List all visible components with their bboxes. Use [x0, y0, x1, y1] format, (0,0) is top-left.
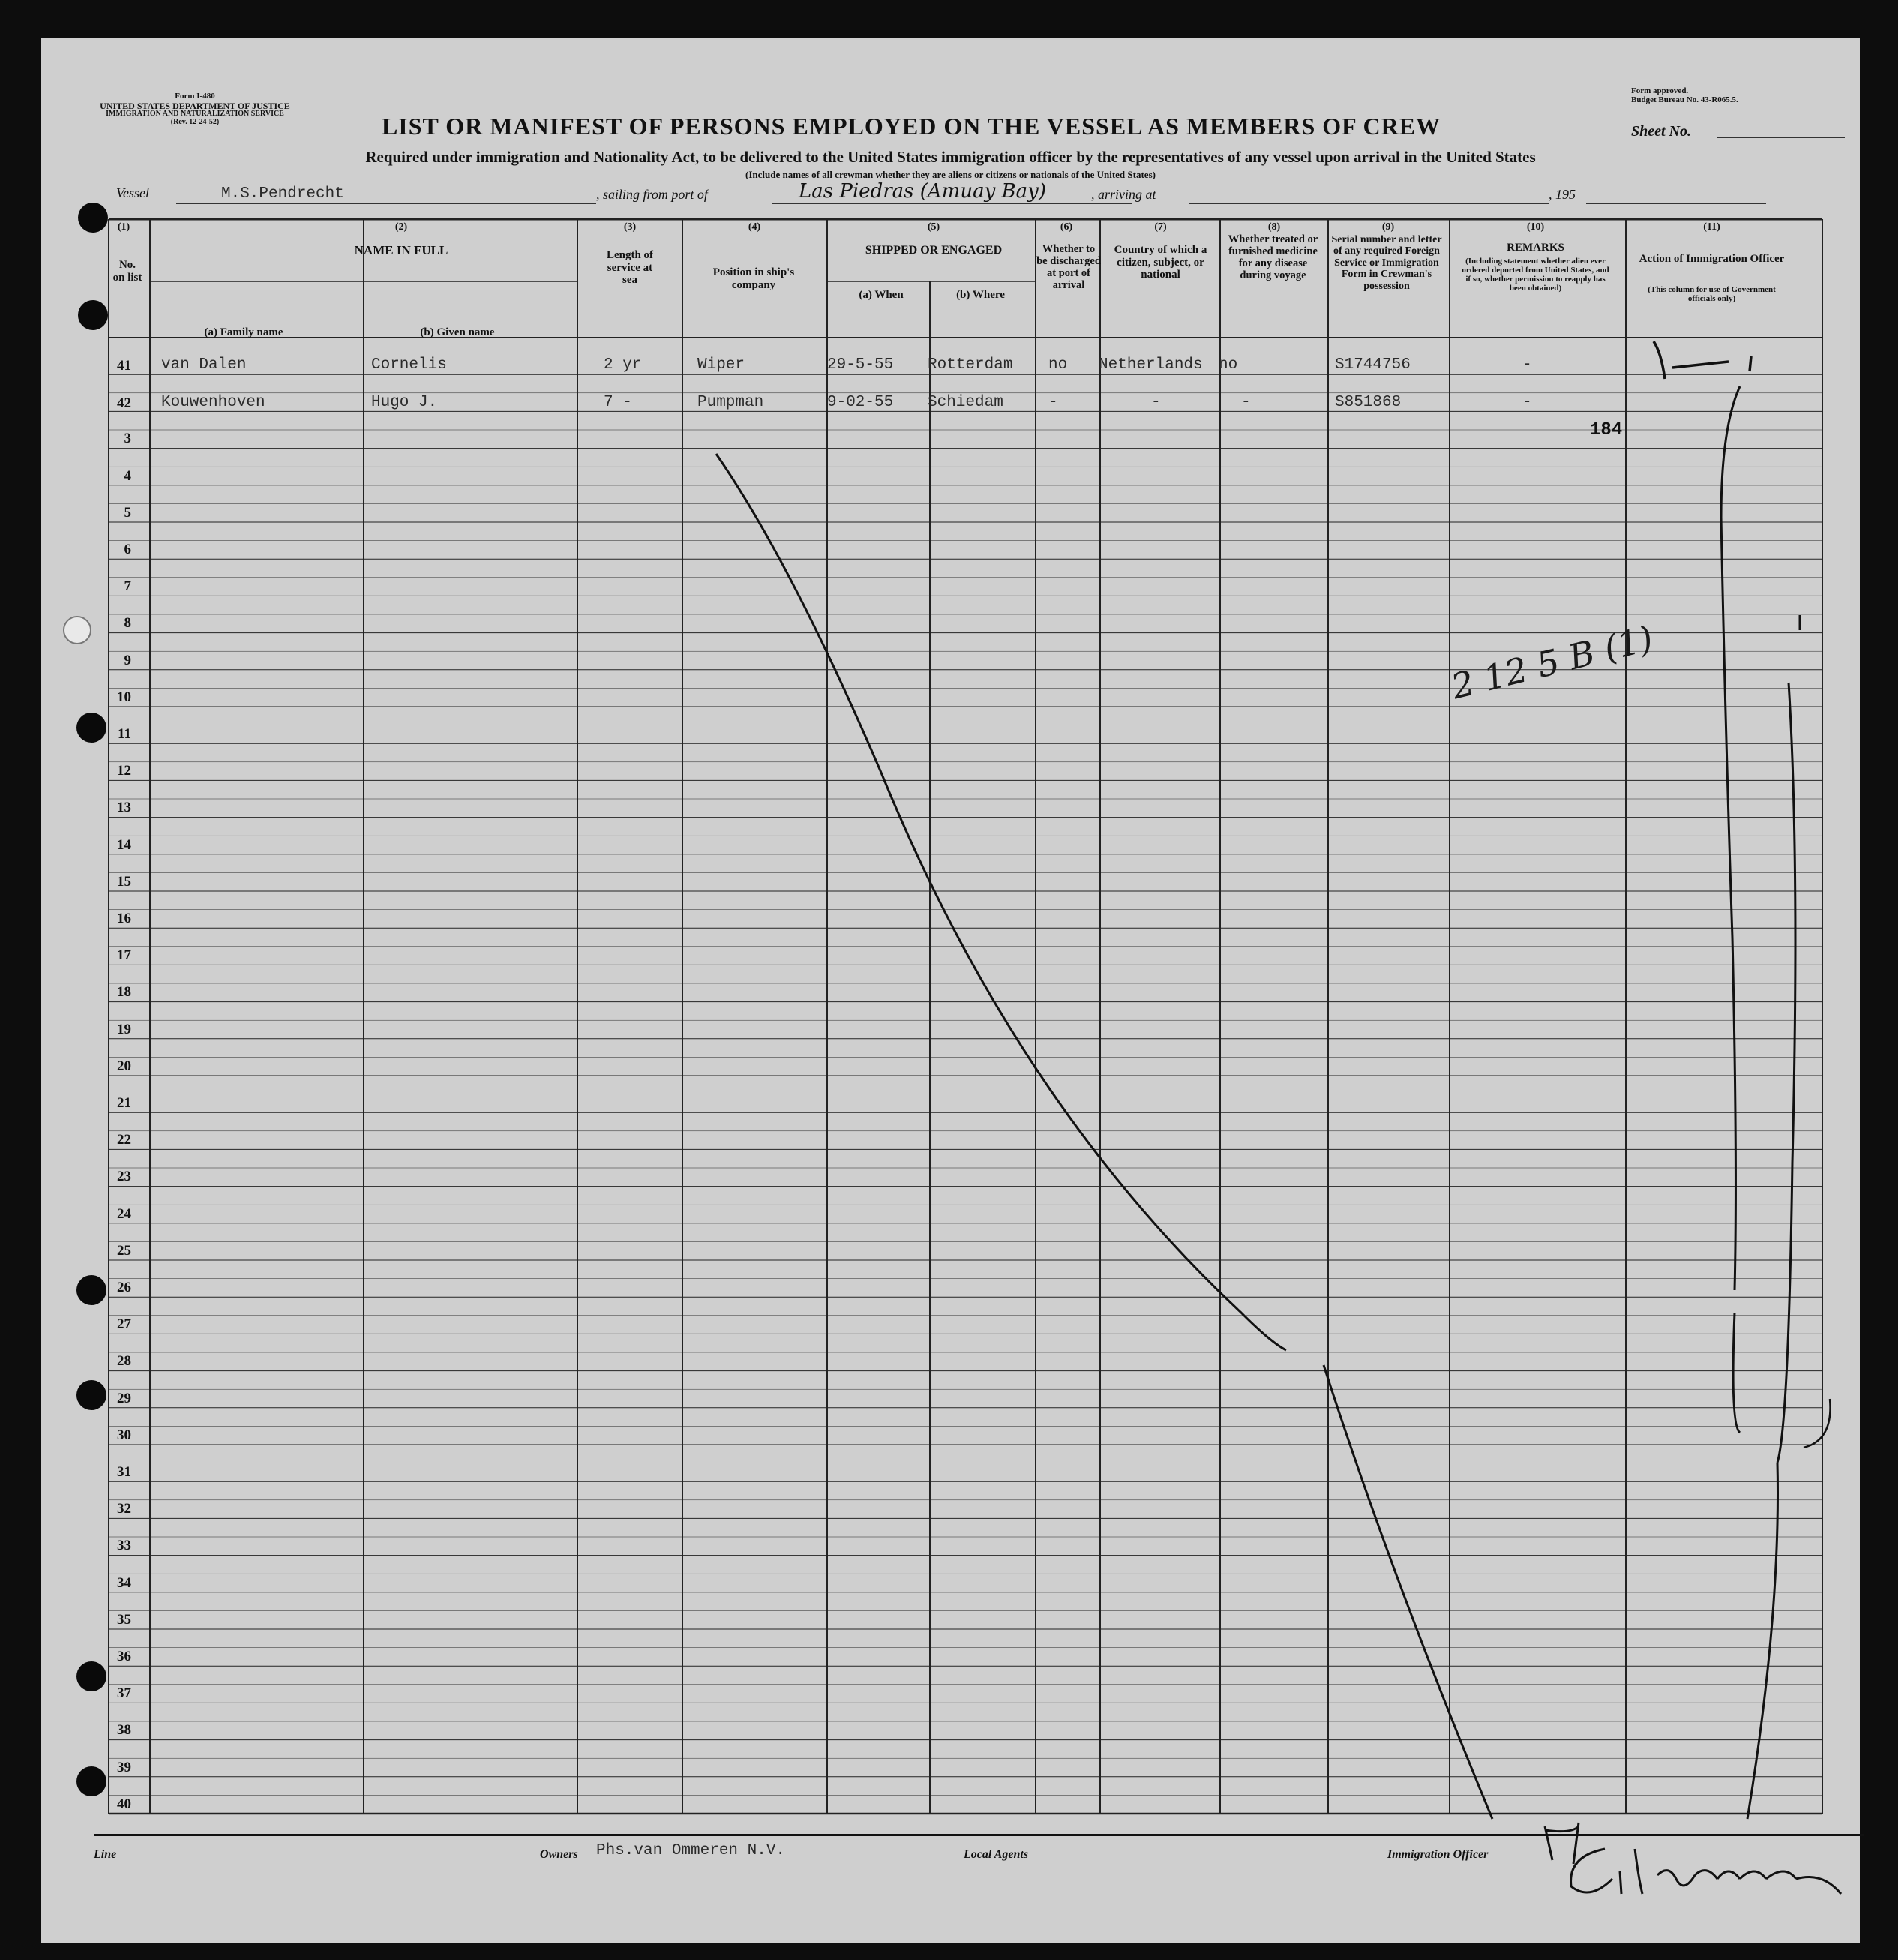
medicine-cell[interactable]: -: [1241, 394, 1251, 411]
row-number: 37: [117, 1685, 131, 1702]
row-number: 4: [124, 467, 131, 484]
year-label: , 195: [1549, 187, 1576, 202]
punch-hole: [76, 1380, 106, 1410]
row-number: 3: [124, 431, 131, 447]
row-number: 26: [117, 1280, 131, 1295]
form-title: LIST OR MANIFEST OF PERSONS EMPLOYED ON THE VESSEL AS MEMBERS OF CREW: [381, 113, 1441, 140]
row-number: 30: [117, 1427, 131, 1443]
shipped-when-cell[interactable]: 9-02-55: [827, 394, 894, 411]
row-number: 23: [117, 1169, 131, 1185]
punch-hole: [78, 300, 108, 330]
shipped-where-cell[interactable]: Schiedam: [928, 394, 1003, 411]
department-name: UNITED STATES DEPARTMENT OF JUSTICE: [100, 100, 290, 111]
service-cell[interactable]: 2 yr: [604, 356, 642, 374]
row-number: 22: [117, 1132, 131, 1148]
col9-number: (9): [1381, 221, 1395, 233]
form-number: Form I-480: [175, 92, 215, 101]
family-name-cell[interactable]: van Dalen: [161, 356, 247, 374]
col3-number: (3): [623, 221, 637, 233]
col-list-number-header: No. on list: [112, 259, 142, 284]
row-number: 39: [117, 1759, 131, 1775]
col10-number: (10): [1526, 221, 1545, 233]
country-cell[interactable]: -: [1151, 394, 1161, 411]
row-number: 16: [117, 911, 131, 926]
row-number: 7: [124, 578, 131, 595]
row-number: 35: [117, 1611, 131, 1628]
row-number: 24: [117, 1205, 131, 1222]
officer-signature: [1537, 1804, 1852, 1909]
row-number: 25: [117, 1242, 131, 1259]
row-number: 19: [117, 1021, 131, 1037]
punch-hole: [78, 203, 108, 233]
vessel-name-field[interactable]: M.S.Pendrecht: [221, 185, 344, 203]
col-remarks-header: REMARKS: [1507, 242, 1564, 254]
row-number: 34: [117, 1574, 131, 1591]
col1-number: (1): [117, 221, 130, 233]
shipped-where-cell[interactable]: Rotterdam: [928, 356, 1013, 374]
owners-field[interactable]: Phs.van Ommeren N.V.: [596, 1842, 786, 1859]
budget-bureau-number: Budget Bureau No. 43-R065.5.: [1631, 95, 1738, 104]
row-number: 8: [124, 615, 131, 632]
row-number: 14: [117, 836, 131, 853]
revision-date: (Rev. 12-24-52): [170, 117, 220, 126]
immigration-officer-label: Immigration Officer: [1387, 1848, 1489, 1861]
position-cell[interactable]: Wiper: [697, 356, 745, 374]
col-position-header: Position in ship's company: [712, 266, 795, 291]
serial-cell[interactable]: S1744756: [1335, 356, 1411, 374]
col-discharge-header: Whether to be discharged at port of arrival: [1036, 243, 1101, 291]
col-country-header: Country of which a citizen, subject, or national: [1114, 244, 1207, 281]
row-number: 15: [117, 873, 131, 890]
punch-hole: [76, 1766, 106, 1796]
col-family-name-header: (a) Family name: [204, 326, 283, 338]
punch-hole: [76, 713, 106, 743]
form-approved: Form approved.: [1631, 86, 1689, 95]
row-number: 33: [117, 1538, 131, 1554]
col8-number: (8): [1267, 221, 1281, 233]
row-number: 32: [117, 1501, 131, 1517]
col7-number: (7): [1154, 221, 1167, 233]
form-note: (Include names of all crewman whether they are aliens or citizens or nationals of the United States): [745, 169, 1156, 180]
col5-number: (5): [927, 221, 940, 233]
col6-number: (6): [1060, 221, 1073, 233]
row-number: 31: [117, 1464, 131, 1480]
remarks-cell[interactable]: -: [1522, 394, 1532, 411]
col4-number: (4): [748, 221, 761, 233]
row-number: 5: [124, 504, 131, 521]
col-given-name-header: (b) Given name: [420, 326, 495, 338]
line-label: Line: [94, 1848, 117, 1861]
owners-label: Owners: [540, 1848, 578, 1861]
col11-number: (11): [1703, 221, 1720, 233]
row-number: 21: [117, 1095, 131, 1111]
medicine-cell[interactable]: no: [1219, 356, 1238, 374]
col2-number: (2): [394, 221, 408, 233]
remarks-cell[interactable]: -: [1522, 356, 1532, 374]
col-medicine-header: Whether treated or furnished medicine for any disease during voyage: [1228, 233, 1318, 281]
given-name-cell[interactable]: Hugo J.: [371, 394, 438, 411]
arriving-label: , arriving at: [1091, 187, 1156, 202]
row-number: 11: [118, 726, 131, 742]
row-number: 29: [117, 1390, 131, 1406]
col-when-header: (a) When: [859, 289, 904, 301]
col-where-header: (b) Where: [956, 289, 1005, 301]
family-name-cell[interactable]: Kouwenhoven: [161, 394, 265, 411]
col-action-subheader: (This column for use of Government officials only): [1648, 285, 1776, 304]
row-number: 40: [117, 1796, 131, 1812]
row-number: 12: [117, 763, 131, 779]
form-subtitle: Required under immigration and Nationality Act, to be delivered to the United States immigration officer by the representatives of any vessel upon arrival in the United States: [365, 148, 1536, 166]
vessel-label: Vessel: [116, 185, 149, 200]
manifest-sheet: [41, 38, 1860, 1943]
row-number: 18: [117, 984, 131, 1001]
position-cell[interactable]: Pumpman: [697, 394, 764, 411]
col-action-header: Action of Immigration Officer: [1639, 253, 1785, 265]
row-number: 6: [124, 542, 131, 557]
row-count-annotation: 184: [1590, 420, 1623, 440]
given-name-cell[interactable]: Cornelis: [371, 356, 447, 374]
sheet-number-label: Sheet No.: [1631, 123, 1691, 140]
col-service-header: Length of service at sea: [606, 249, 654, 286]
sailing-port-field[interactable]: Las Piedras (Amuay Bay): [799, 180, 1046, 203]
shipped-when-cell[interactable]: 29-5-55: [827, 356, 894, 374]
col-serial-header: Serial number and letter of any required Foreign Service or Immigration Form in Crewman's possession: [1331, 234, 1442, 292]
col-name-header: NAME IN FULL: [354, 243, 448, 257]
row-number: 9: [124, 652, 131, 668]
service-cell[interactable]: 7 -: [604, 394, 632, 411]
pencil-code-annotation: 2 12 5 B (1): [1447, 617, 1657, 707]
row-number: 42: [117, 395, 131, 411]
col-remarks-subheader: (Including statement whether alien ever ordered deported from United States, and if so, whether permission to reapply has been obtained): [1462, 257, 1609, 293]
punch-hole: [76, 1275, 106, 1305]
row-number: 38: [117, 1722, 131, 1739]
col-shipped-header: SHIPPED OR ENGAGED: [865, 244, 1003, 257]
row-number: 20: [117, 1058, 131, 1074]
country-cell[interactable]: Netherlands: [1099, 356, 1203, 374]
service-name: IMMIGRATION AND NATURALIZATION SERVICE: [106, 110, 284, 119]
row-number: 28: [117, 1353, 131, 1370]
local-agents-label: Local Agents: [964, 1848, 1029, 1861]
row-number: 27: [117, 1316, 131, 1333]
row-number: 13: [117, 800, 131, 816]
punch-hole: [76, 1661, 106, 1691]
row-number: 36: [117, 1649, 131, 1664]
serial-cell[interactable]: S851868: [1335, 394, 1402, 411]
row-number: 17: [117, 947, 131, 964]
row-number: 41: [117, 358, 131, 374]
sailing-label: , sailing from port of: [596, 187, 708, 202]
row-number: 10: [117, 689, 131, 705]
discharge-cell[interactable]: -: [1048, 394, 1058, 411]
discharge-cell[interactable]: no: [1048, 356, 1068, 374]
pen-strokes: [41, 38, 1860, 1943]
